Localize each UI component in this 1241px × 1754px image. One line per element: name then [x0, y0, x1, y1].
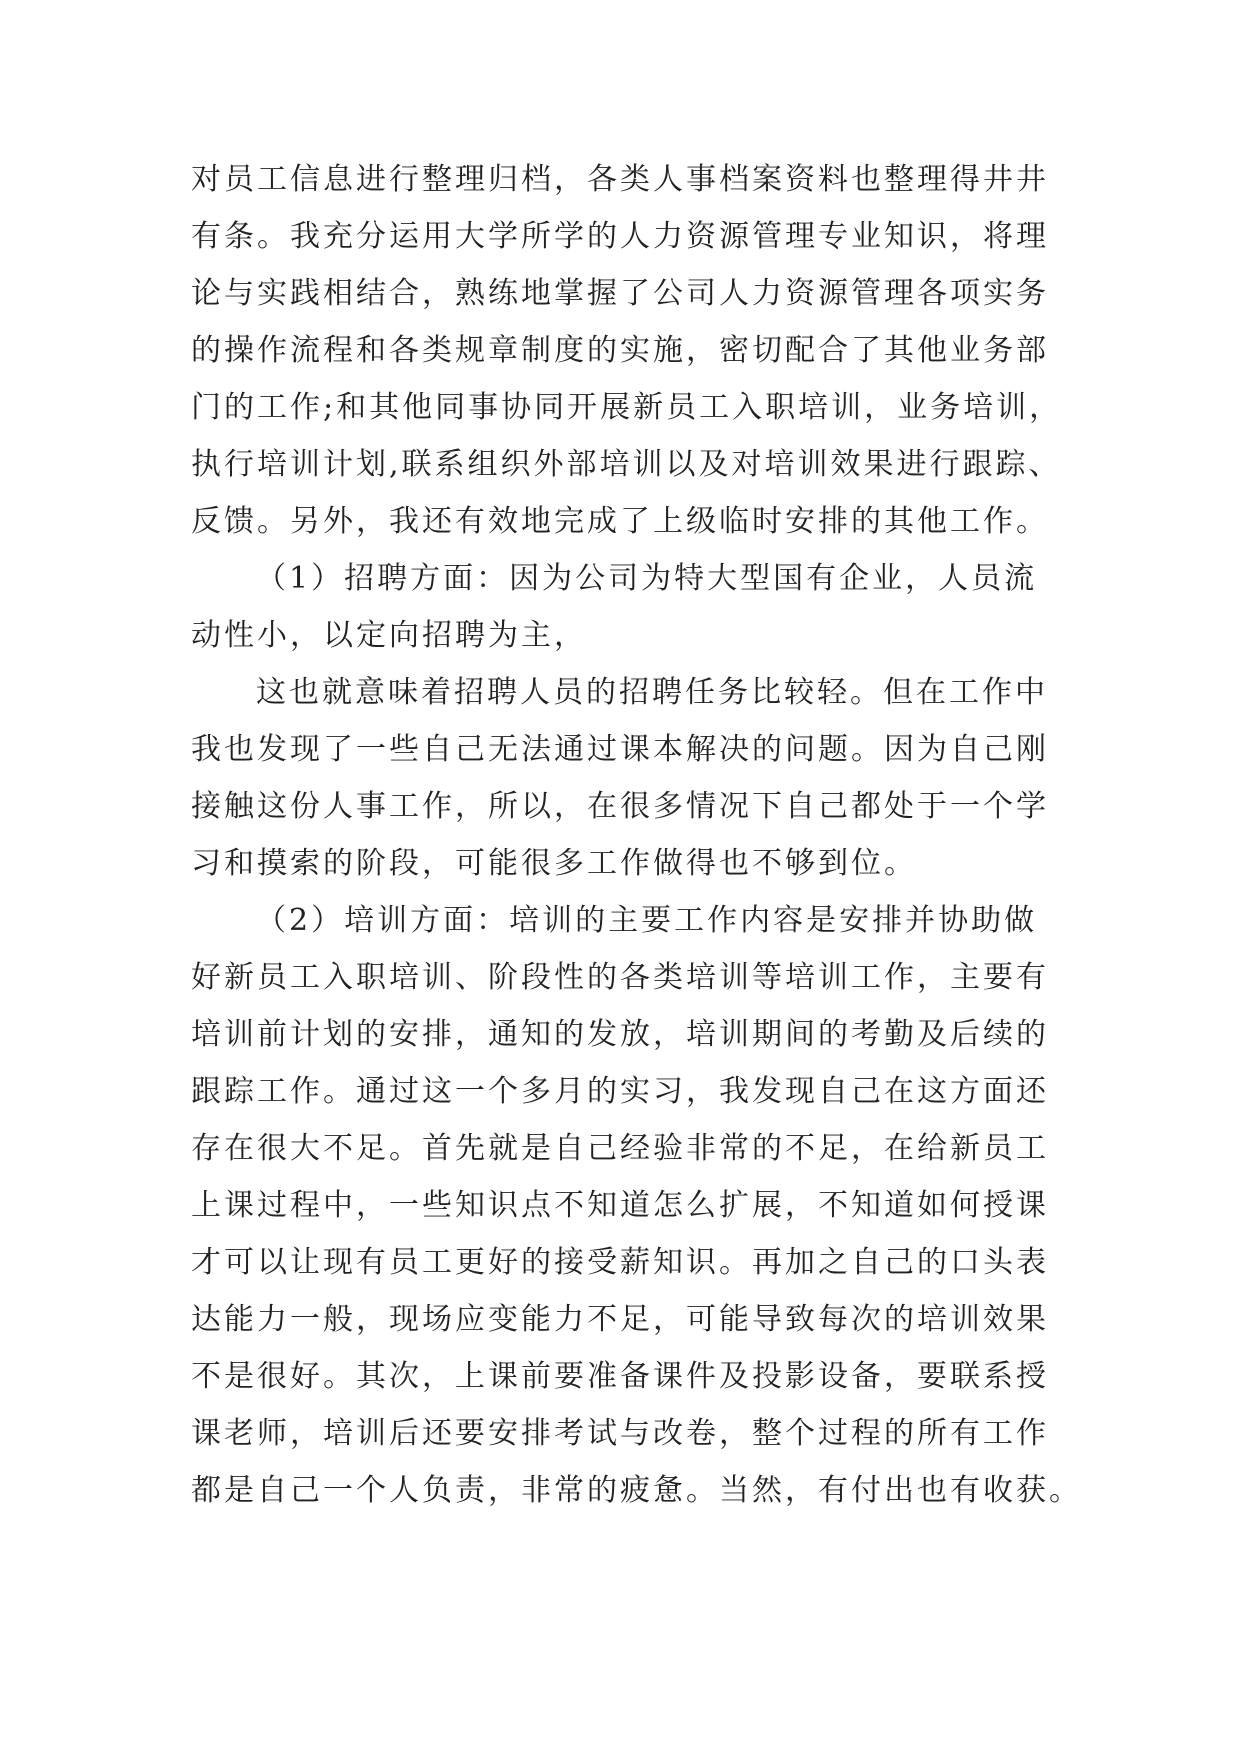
text-line: 课老师，培训后还要安排考试与改卷，整个过程的所有工作 — [191, 1416, 1049, 1451]
text-line: 论与实践相结合，熟练地掌握了公司人力资源管理各项实务 — [191, 276, 1049, 311]
text-line: （1）招聘方面：因为公司为特大型国有企业，人员流 — [256, 561, 1038, 596]
text-line: 跟踪工作。通过这一个多月的实习，我发现自己在这方面还 — [191, 1074, 1049, 1109]
text-line: 都是自己一个人负责，非常的疲惫。当然，有付出也有收获。 — [191, 1473, 1082, 1508]
text-line: 不是很好。其次，上课前要准备课件及投影设备，要联系授 — [191, 1359, 1049, 1394]
text-line: 接触这份人事工作，所以，在很多情况下自己都处于一个学 — [191, 789, 1049, 824]
text-line: 这也就意味着招聘人员的招聘任务比较轻。但在工作中 — [256, 675, 1048, 710]
text-line: 执行培训计划,联系组织外部培训以及对培训效果进行跟踪、 — [191, 447, 1062, 482]
text-line: 存在很大不足。首先就是自己经验非常的不足，在给新员工 — [191, 1131, 1049, 1166]
text-line: （2）培训方面：培训的主要工作内容是安排并协助做 — [256, 903, 1038, 938]
text-line: 我也发现了一些自己无法通过课本解决的问题。因为自己刚 — [191, 732, 1049, 767]
text-line: 的操作流程和各类规章制度的实施，密切配合了其他业务部 — [191, 333, 1049, 368]
text-line: 习和摸索的阶段，可能很多工作做得也不够到位。 — [191, 846, 917, 881]
text-line: 好新员工入职培训、阶段性的各类培训等培训工作，主要有 — [191, 960, 1049, 995]
text-line: 门的工作;和其他同事协同开展新员工入职培训，业务培训， — [191, 390, 1063, 425]
text-line: 达能力一般，现场应变能力不足，可能导致每次的培训效果 — [191, 1302, 1049, 1337]
text-line: 培训前计划的安排，通知的发放，培训期间的考勤及后续的 — [191, 1017, 1049, 1052]
text-line: 上课过程中，一些知识点不知道怎么扩展，不知道如何授课 — [191, 1188, 1049, 1223]
text-line: 才可以让现有员工更好的接受薪知识。再加之自己的口头表 — [191, 1245, 1049, 1280]
text-line: 有条。我充分运用大学所学的人力资源管理专业知识，将理 — [191, 219, 1049, 254]
text-line: 对员工信息进行整理归档，各类人事档案资料也整理得井井 — [191, 162, 1049, 197]
text-line: 动性小，以定向招聘为主， — [191, 618, 587, 653]
text-line: 反馈。另外，我还有效地完成了上级临时安排的其他工作。 — [191, 504, 1049, 539]
